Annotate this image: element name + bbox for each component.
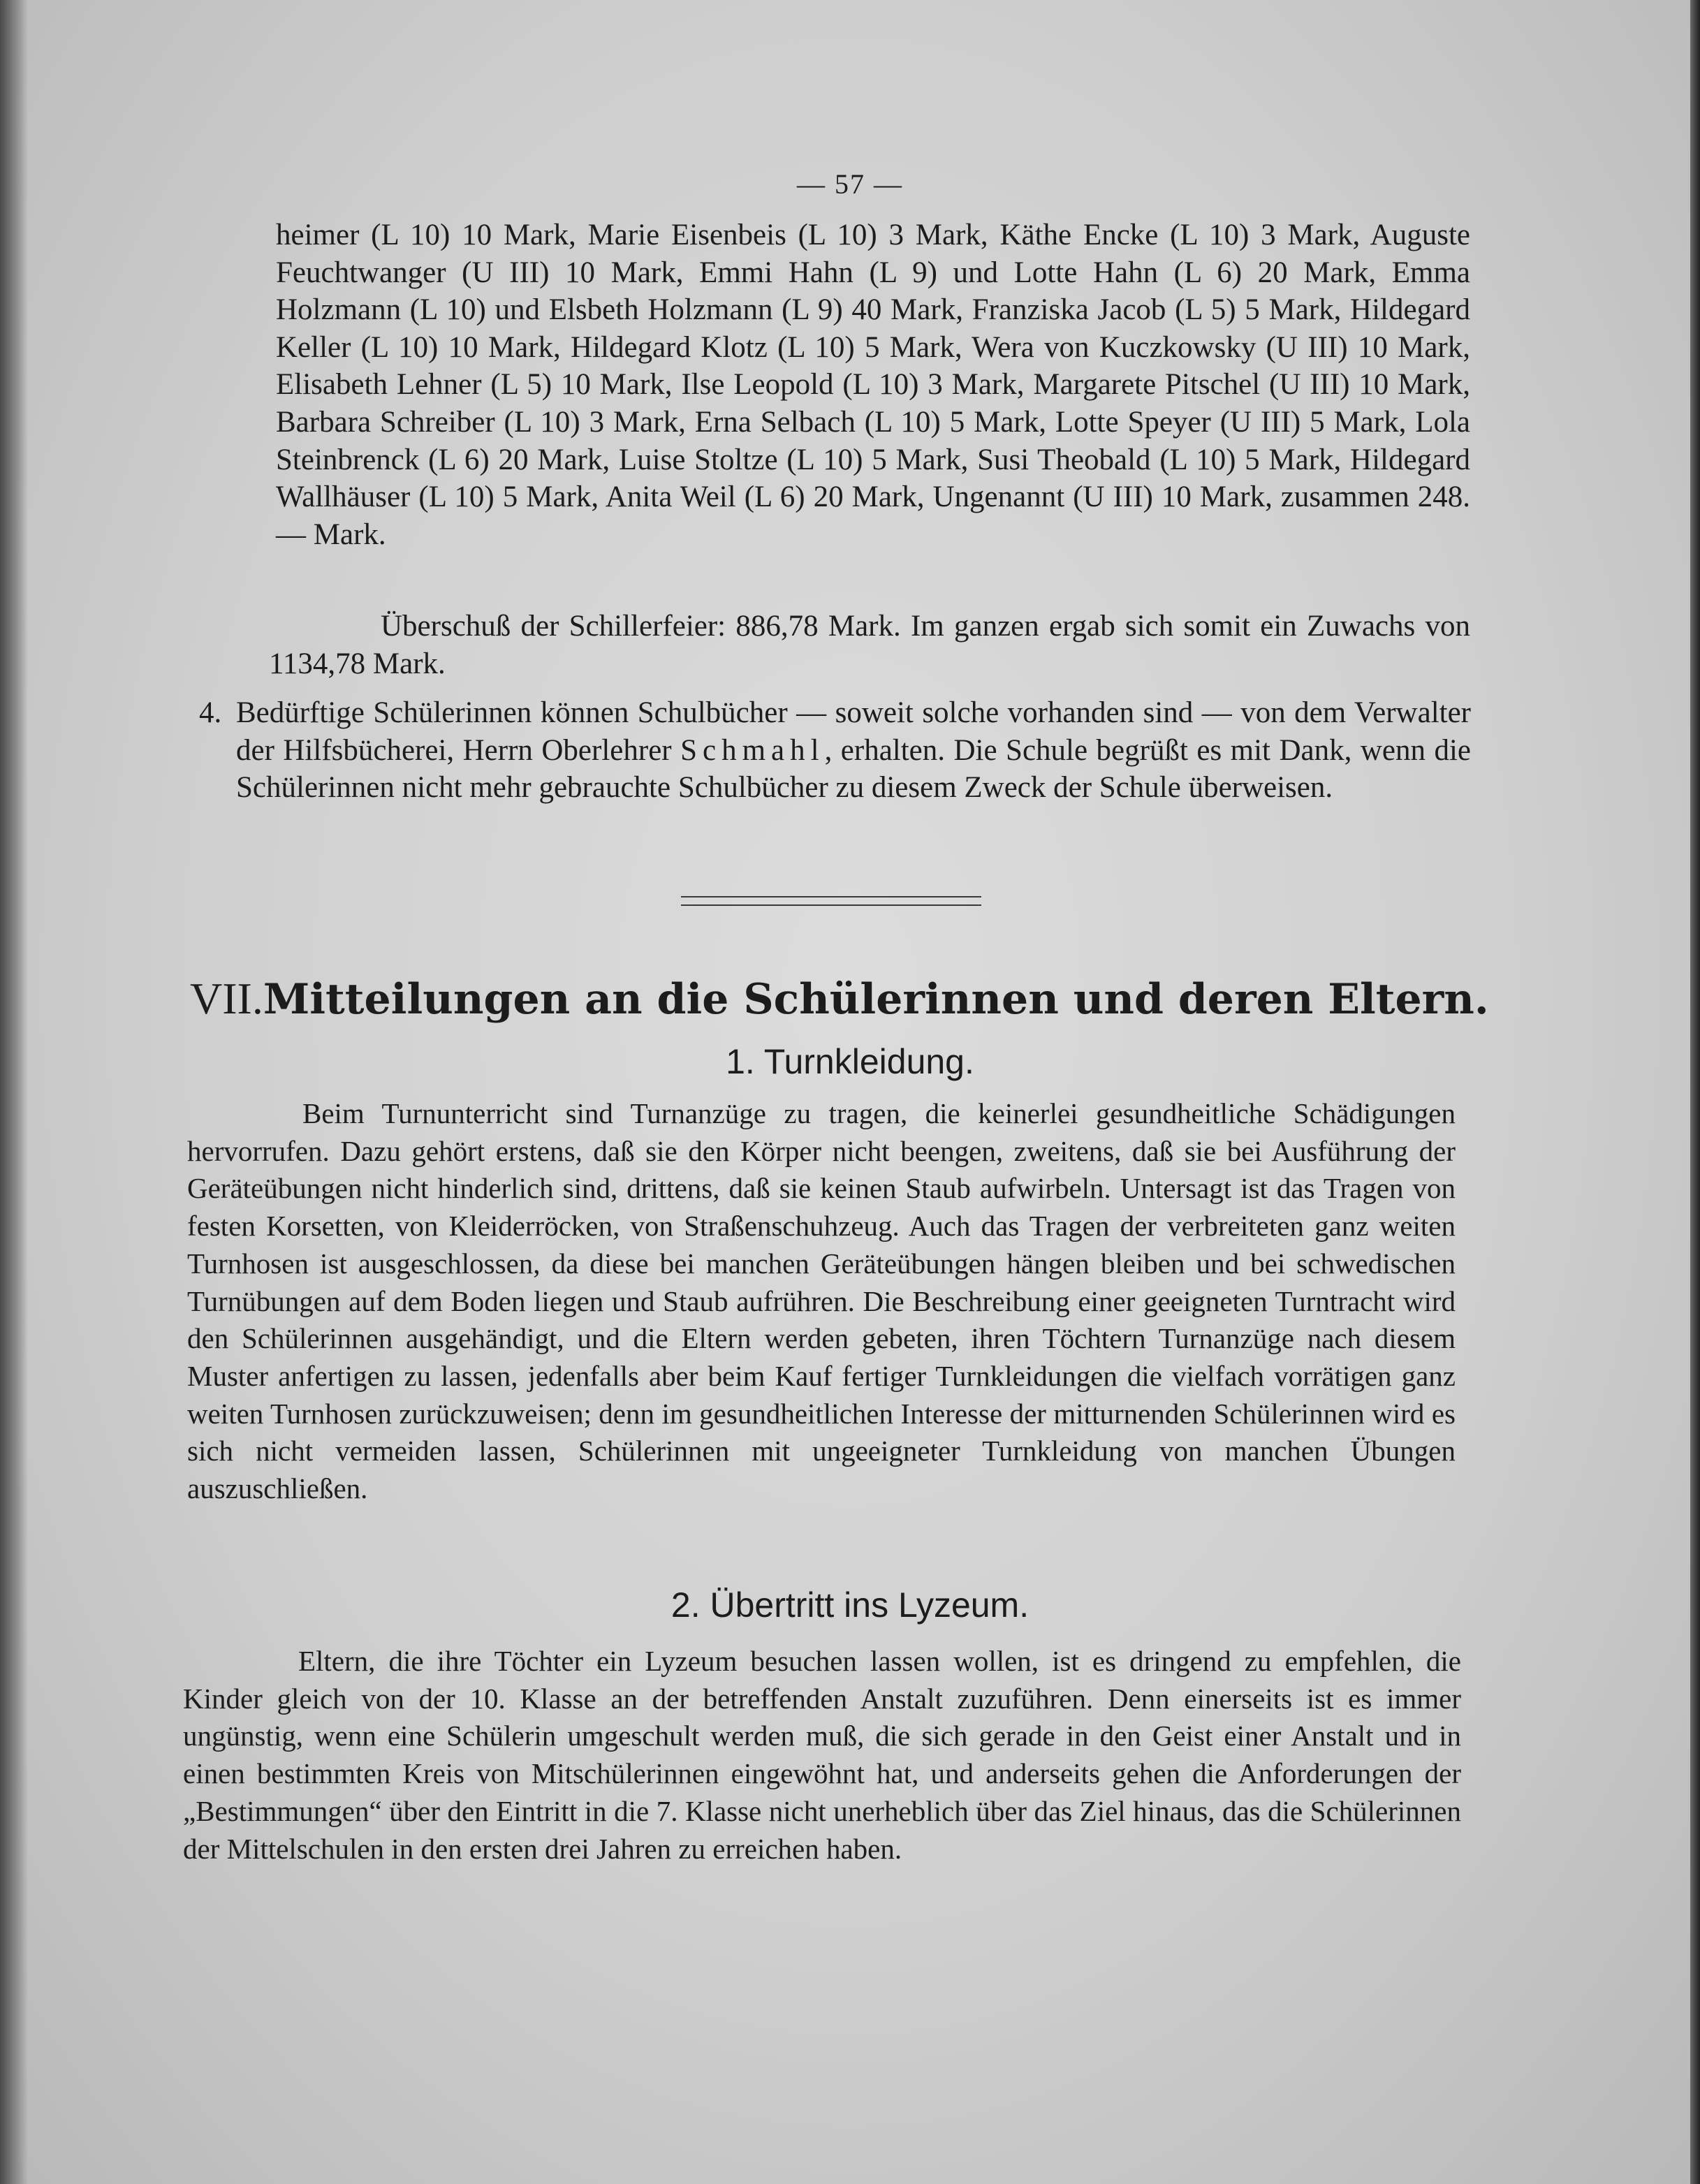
surplus-paragraph (269, 608, 1470, 682)
section-numeral: VII. (190, 974, 263, 1023)
page-number: — 57 — (797, 168, 903, 200)
section-heading (190, 971, 1489, 1027)
item-4-paragraph (236, 694, 1471, 807)
surplus-text: Überschuß der Schillerfeier: 886,78 Mark. Im ganzen ergab sich somit ein Zuwachs von 1134,78 Mark. (269, 610, 1470, 680)
lyzeum-paragraph (183, 1643, 1461, 1868)
lyzeum-text: Eltern, die ihre Töchter ein Lyzeum besuchen lassen wollen, ist es dringend zu empfehlen, die Kinder gleich von der 10. Klasse an der betreffenden Anstalt zuzuführen. Denn einerseits ist es immer ungünstig, wenn eine Schülerin umgeschult werden muß, die sich gerade in den Geist einer Anstalt und in einen bestimmten Kreis von Mitschülerinnen eingewöhnt hat, und anderseits gehen die Anforderungen der „Bestimmungen“ über den Eintritt in die 7. Klasse nicht unerheblich über das Ziel hinaus, das die Schülerinnen der Mittelschulen in den ersten drei Jahren zu erreichen haben. (183, 1645, 1461, 1865)
turnkleidung-text: Beim Turnunterricht sind Turnanzüge zu tragen, die keinerlei gesundheitliche Schädigungen hervorrufen. Dazu gehört erstens, daß sie den Körper nicht beengen, zweitens, daß sie bei Ausführung der Geräteübungen nicht hinderlich sind, drittens, daß sie keinen Staub aufwirbeln. Untersagt ist das Tragen von festen Korsetten, von Kleiderröcken, von Straßenschuhzeug. Auch das Tragen der verbreiteten ganz weiten Turnhosen ist ausgeschlossen, da diese bei manchen Geräteübungen hängen bleiben und bei schwedischen Turnübungen auf dem Boden liegen und Staub aufrühren. Die Beschreibung einer geeigneten Turntracht wird den Schülerinnen ausgehändigt, und die Eltern werden gebeten, ihren Töchtern Turnanzüge nach diesem Muster anfertigen zu lassen, jedenfalls aber beim Kauf fertiger Turnkleidungen die vielfach vorrätigen ganz weiten Turnhosen zurückzuweisen; denn im gesundheitlichen Interesse der mitturnenden Schülerinnen wird es sich nicht vermeiden lassen, Schülerinnen mit ungeeigneter Turnkleidung von manchen Übungen auszuschließen. (187, 1097, 1456, 1505)
teacher-name: Schmahl (680, 733, 825, 767)
page-edge-shadow-left (0, 0, 28, 2184)
page-edge-shadow-right (1690, 0, 1700, 2184)
subheading-lyzeum: 2. Übertritt ins Lyzeum. (671, 1585, 1029, 1625)
subheading-turnkleidung: 1. Turnkleidung. (726, 1042, 974, 1081)
section-divider (681, 896, 981, 906)
section-title: Mitteilungen an die Schülerinnen und deren Eltern. (263, 975, 1489, 1024)
item-number: 4. (199, 696, 222, 729)
item-4-text-after: , erhalten. Die Schule begrüßt es mit Dank, wenn die Schülerinnen nicht mehr gebrauchte Schulbücher zu diesem Zweck der Schule überweisen. (236, 733, 1471, 805)
turnkleidung-paragraph (187, 1095, 1456, 1508)
item-4-text-before: Bedürftige Schülerinnen können Schulbücher — soweit solche vorhanden sind — von dem Verwalter der Hilfsbücherei, Herrn Oberlehrer (236, 696, 1471, 767)
donor-list-continuation: heimer (L 10) 10 Mark, Marie Eisenbeis (L 10) 3 Mark, Käthe Encke (L 10) 3 Mark, Auguste Feuchtwanger (U III) 10 Mark, Emmi Hahn (L 9) und Lotte Hahn (L 6) 20 Mark, Emma Holzmann (L 10) und Elsbeth Holzmann (L 9) 40 Mark, Franziska Jacob (L 5) 5 Mark, Hildegard Keller (L 10) 10 Mark, Hildegard Klotz (L 10) 5 Mark, Wera von Kuczkowsky (U III) 10 Mark, Elisabeth Lehner (L 5) 10 Mark, Ilse Leopold (L 10) 3 Mark, Margarete Pitschel (U III) 10 Mark, Barbara Schreiber (L 10) 3 Mark, Erna Selbach (L 10) 5 Mark, Lotte Speyer (U III) 5 Mark, Lola Steinbrenck (L 6) 20 Mark, Luise Stoltze (L 10) 5 Mark, Susi Theobald (L 10) 5 Mark, Hildegard Wallhäuser (L 10) 5 Mark, Anita Weil (L 6) 20 Mark, Ungenannt (U III) 10 Mark, zusammen 248.— Mark. (276, 219, 1470, 551)
